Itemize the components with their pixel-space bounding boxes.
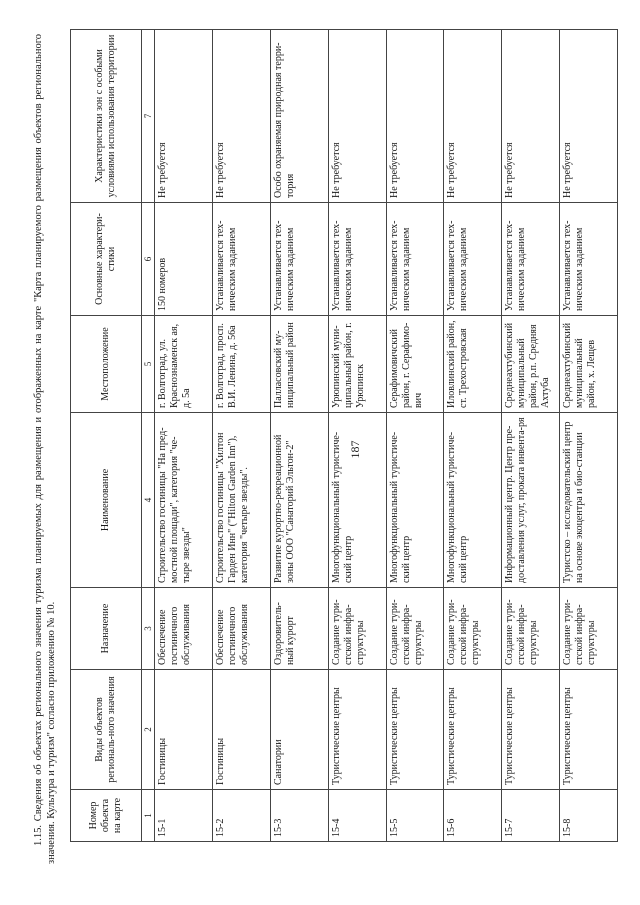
table-cell: г. Волгоград, просп. В.И. Ленина, д. 56а <box>212 316 270 413</box>
column-header: Номер объекта на карте <box>71 790 142 842</box>
table-cell: 15-4 <box>328 790 386 842</box>
table-row <box>502 30 560 842</box>
table-cell: Устанавливается тех-ническим заданием <box>386 203 444 316</box>
table-cell: Туристические центры <box>502 670 560 790</box>
table-cell: Информационный центр. Центр пре-доставления услуг, проката инвента-ря <box>502 413 560 588</box>
table-cell: 15-5 <box>386 790 444 842</box>
column-number-row <box>142 30 155 842</box>
column-number: 3 <box>142 588 155 670</box>
table-body <box>155 30 618 842</box>
header-row <box>71 30 142 842</box>
table-cell: Оздоровитель-ный курорт <box>270 588 328 670</box>
table-cell: Не требуется <box>328 30 386 203</box>
table-cell: Развитие курортно-рекреационной зоны ООО "Санаторий Эльтон-2" <box>270 413 328 588</box>
table-cell: Иловлинский район, ст. Трехостровская <box>444 316 502 413</box>
table-cell: Туристические центры <box>386 670 444 790</box>
table-cell: Устанавливается тех-ническим заданием <box>444 203 502 316</box>
table-row <box>444 30 502 842</box>
table-cell: 15-1 <box>155 790 213 842</box>
table-cell: Урюпинский муни-ципальный район, г. Урюпинск <box>328 316 386 413</box>
table-cell: Строительство гостиницы "Хилтон Гарден Инн" ("Hilton Garden Inn"), категория "четыре звезды". <box>212 413 270 588</box>
table-cell: 15-8 <box>560 790 618 842</box>
table-cell: Обеспечение гостиничного обслуживания <box>155 588 213 670</box>
table-cell: Не требуется <box>444 30 502 203</box>
table-row <box>386 30 444 842</box>
table-cell: 15-7 <box>502 790 560 842</box>
table-cell: Устанавливается тех-ническим заданием <box>212 203 270 316</box>
table-cell: Санатории <box>270 670 328 790</box>
column-number: 4 <box>142 413 155 588</box>
table-cell: Устанавливается тех-ническим заданием <box>560 203 618 316</box>
table-cell: Устанавливается тех-ническим заданием <box>270 203 328 316</box>
table-cell: Туристические центры <box>444 670 502 790</box>
table-cell: Среднеахтубинский муниципальный район, х. Лещев <box>560 316 618 413</box>
table-cell: Создание тури-стской инфра-структуры <box>386 588 444 670</box>
column-number: 5 <box>142 316 155 413</box>
table-row <box>270 30 328 842</box>
column-header: Виды объектов региональ-ного значения <box>71 670 142 790</box>
table-cell: Туристические центры <box>328 670 386 790</box>
table-cell: Устанавливается тех-ническим заданием <box>502 203 560 316</box>
table-cell: Не требуется <box>502 30 560 203</box>
table-cell: г. Волгоград, ул. Краснознаменск ая, д. 5а <box>155 316 213 413</box>
table-cell: Не требуется <box>560 30 618 203</box>
table-cell: Туристические центры <box>560 670 618 790</box>
table-cell: Не требуется <box>212 30 270 203</box>
table-row <box>560 30 618 842</box>
column-number: 1 <box>142 790 155 842</box>
column-number: 7 <box>142 30 155 203</box>
column-header: Назначение <box>71 588 142 670</box>
table-cell: Создание тури-стской инфра-структуры <box>560 588 618 670</box>
objects-table <box>70 29 618 842</box>
table-cell: 15-6 <box>444 790 502 842</box>
table-cell: Строительство гостиницы "На пред-мостной площади", категория "че-тыре звезды" <box>155 413 213 588</box>
table-cell: Гостиницы <box>155 670 213 790</box>
table-cell: Многофункциональный туристиче-ский центр <box>386 413 444 588</box>
column-header: Местоположение <box>71 316 142 413</box>
rotated-content <box>30 27 620 872</box>
table-cell: Туристско – исследовательский центр на основе экоцентра и био-станции <box>560 413 618 588</box>
table-cell: Создание тури-стской инфра-структуры <box>502 588 560 670</box>
table-cell: Серафимовичский район, г. Серафимо-вич <box>386 316 444 413</box>
column-number: 2 <box>142 670 155 790</box>
table-cell: Многофункциональный туристиче-ский центр <box>328 413 386 588</box>
table-cell: Палласовский му-ниципальный район <box>270 316 328 413</box>
column-header: Характеристики зон с особыми условиями использования территории <box>71 30 142 203</box>
table-cell: Особо охраняемая природная терри-тория <box>270 30 328 203</box>
table-cell: Гостиницы <box>212 670 270 790</box>
column-header: Наименование <box>71 413 142 588</box>
page-number: 187 <box>348 440 362 459</box>
table-cell: Многофункциональный туристиче-ский центр <box>444 413 502 588</box>
table-cell: 150 номеров <box>155 203 213 316</box>
table-row <box>212 30 270 842</box>
table-cell: Среднеахтубинский муниципальный район, р.п. Средняя Ахтуба <box>502 316 560 413</box>
column-header: Основные характери-стики <box>71 203 142 316</box>
table-cell: Обеспечение гостиничного обслуживания <box>212 588 270 670</box>
table-cell: 15-2 <box>212 790 270 842</box>
table-cell: Создание тури-стской инфра-структуры <box>328 588 386 670</box>
table-cell: Создание тури-стской инфра-структуры <box>444 588 502 670</box>
table-cell: Не требуется <box>386 30 444 203</box>
table-cell: Не требуется <box>155 30 213 203</box>
table-row <box>155 30 213 842</box>
table-cell: Устанавливается тех-ническим заданием <box>328 203 386 316</box>
column-number: 6 <box>142 203 155 316</box>
table-row <box>328 30 386 842</box>
table-cell: 15-3 <box>270 790 328 842</box>
section-heading: 1.15. Сведения об объектах регионального значения туризма планируемых для размещения и отображенных на карте "Карта планируемого размещения объектов регионального значения. Культура и туризм" согласно приложению № 10. <box>33 34 57 864</box>
